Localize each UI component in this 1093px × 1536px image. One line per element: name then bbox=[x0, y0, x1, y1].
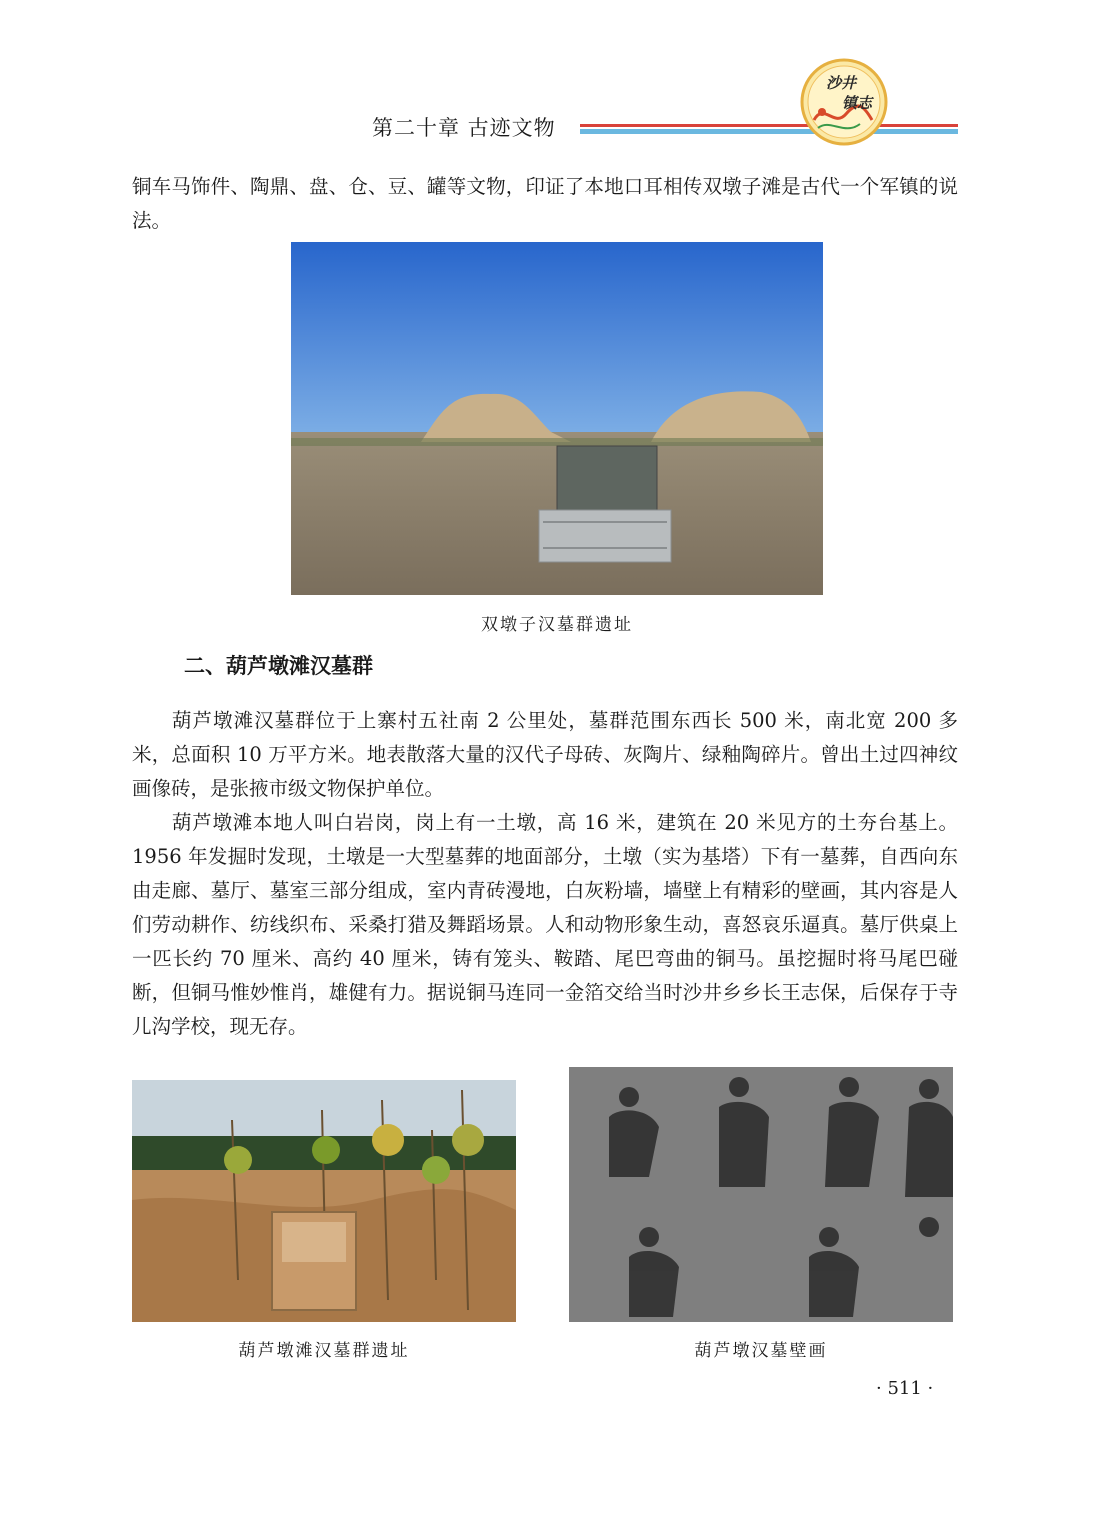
logo-text-line1: 沙井 bbox=[826, 74, 857, 92]
huludun-site-photo bbox=[132, 1080, 516, 1322]
header-rule-blue bbox=[580, 129, 958, 134]
logo-text-line2: 镇志 bbox=[842, 94, 873, 112]
header-rule-red bbox=[580, 124, 958, 127]
paragraph-1: 葫芦墩滩汉墓群位于上寨村五社南 2 公里处，墓群范围东西长 500 米，南北宽 200 多米，总面积 10 万平方米。地表散落大量的汉代子母砖、灰陶片、绿釉陶碎片。曾出土过四神纹画像砖，是张掖市级文物保护单位。 bbox=[132, 709, 958, 800]
page-number: · 511 · bbox=[876, 1378, 934, 1399]
paragraph-2: 葫芦墩滩本地人叫白岩岗，岗上有一土墩，高 16 米，建筑在 20 米见方的土夯台基上。1956 年发掘时发现，土墩是一大型墓葬的地面部分，土墩（实为基塔）下有一墓葬，自西向东由走廊、墓厅、墓室三部分组成，室内青砖漫地，白灰粉墙，墙壁上有精彩的壁画，其内容是人们劳动耕作、纺线织布、采桑打猎及舞蹈场景。人和动物形象生动，喜怒哀乐逼真。墓厅供桌上一匹长约 70 厘米、高约 40 厘米，铸有笼头、鞍踏、尾巴弯曲的铜马。虽挖掘时将马尾巴碰断，但铜马惟妙惟肖，雄健有力。据说铜马连同一金箔交给当时沙井乡乡长王志保，后保存于寺儿沟学校，现无存。 bbox=[132, 811, 958, 1038]
paragraph-continued: 铜车马饰件、陶鼎、盘、仓、豆、罐等文物，印证了本地口耳相传双墩子滩是古代一个军镇的说法。 bbox=[132, 175, 958, 232]
figure3-caption: 葫芦墩汉墓壁画 bbox=[694, 1341, 828, 1361]
shuangdunzi-site-photo bbox=[291, 242, 823, 595]
chapter-title: 第二十章 古迹文物 bbox=[372, 116, 556, 140]
section-heading: 二、葫芦墩滩汉墓群 bbox=[184, 654, 373, 678]
huludun-mural-photo bbox=[569, 1067, 953, 1322]
figure2-caption: 葫芦墩滩汉墓群遗址 bbox=[238, 1341, 410, 1361]
figure1-caption: 双墩子汉墓群遗址 bbox=[481, 615, 633, 635]
